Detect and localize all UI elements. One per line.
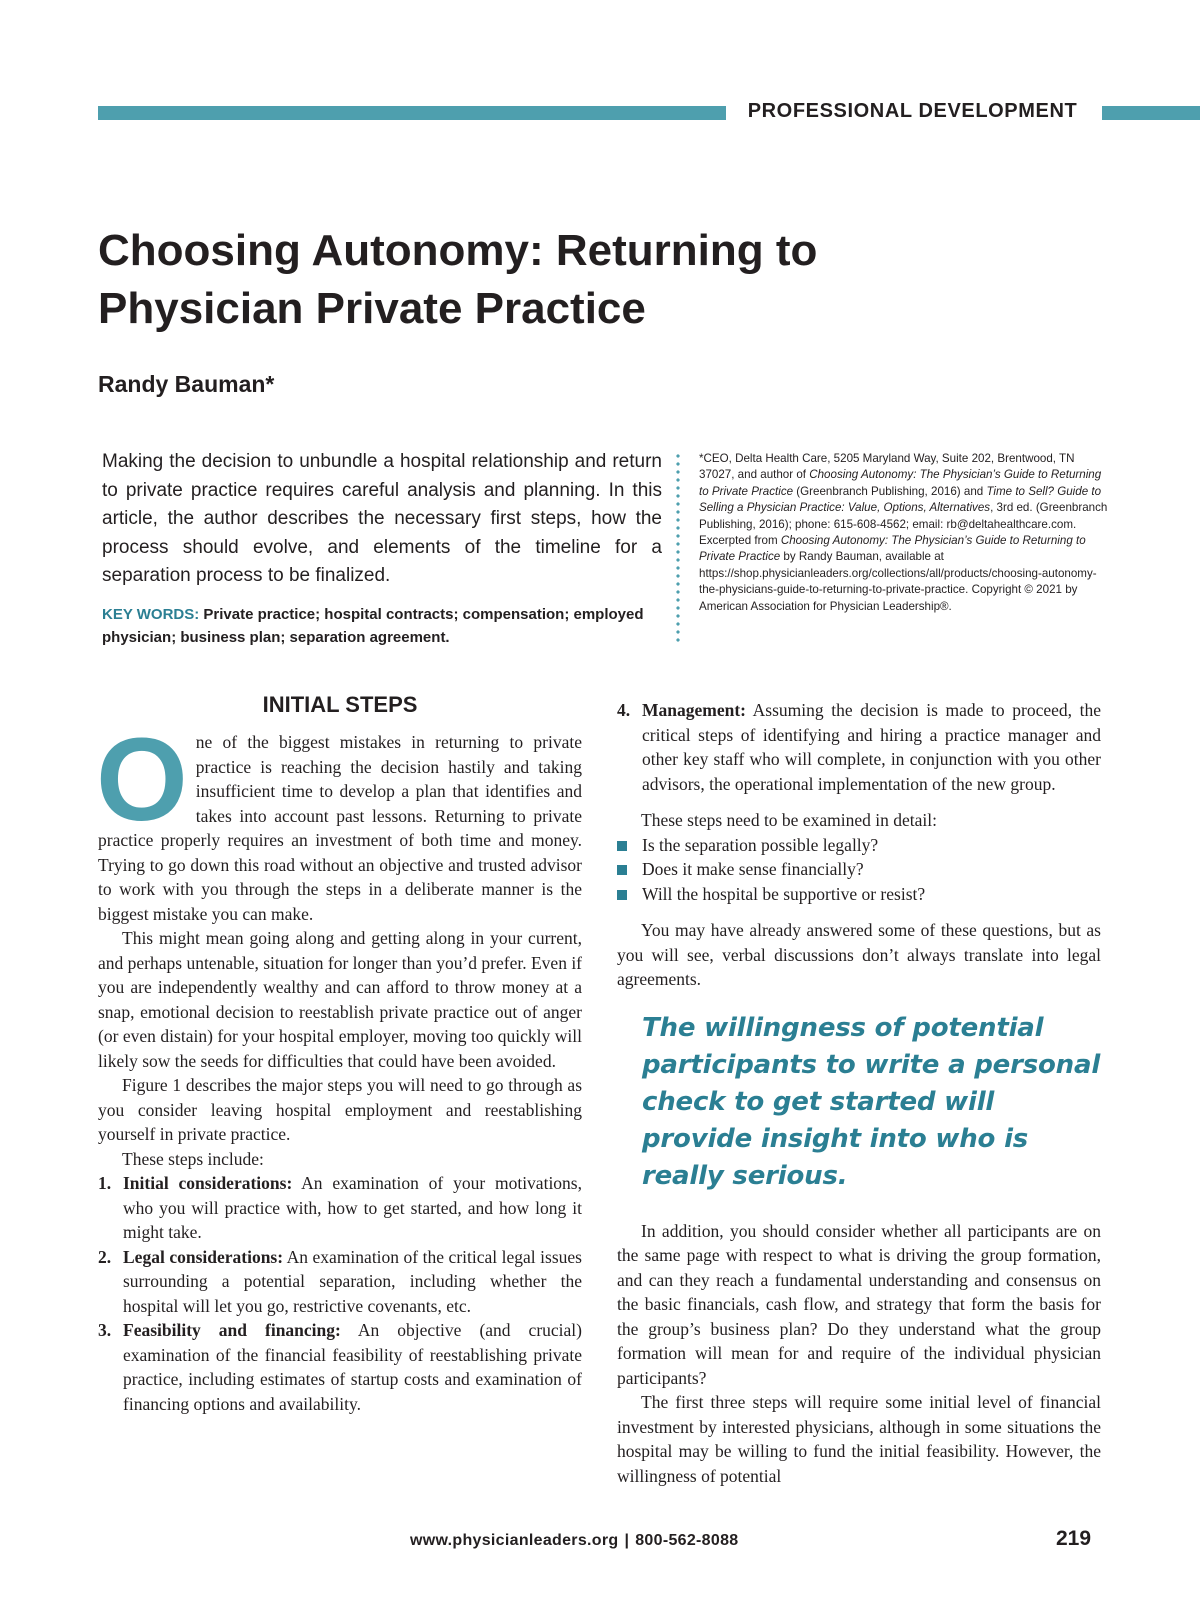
list-item-text: Does it make sense financially?	[642, 859, 864, 879]
steps-list	[98, 1171, 582, 1416]
step-item	[98, 1318, 582, 1416]
footnote-book-2: Time to Sell? Guide to Selling a Physician Practice: Value, Options, Alternatives	[699, 484, 1102, 515]
keywords-label: KEY WORDS:	[102, 606, 200, 623]
step-item	[98, 1171, 582, 1245]
footnote-book-3: Choosing Autonomy: The Physician’s Guide to Returning to Private Practice	[699, 534, 1086, 564]
step-number: 4.	[617, 700, 631, 720]
footer-phone: 800-562-8088	[635, 1532, 739, 1549]
list-item-text: Will the hospital be supportive or resist?	[642, 883, 926, 904]
section-label: PROFESSIONAL DEVELOPMENT	[747, 100, 1078, 122]
header-band-left	[98, 106, 726, 120]
step-number: 2.	[98, 1246, 112, 1267]
step-text: Assuming the decision is made to proceed, the critical steps of identifying and hiring a practice manager and other key staff who will complete, in conjunction with you other advisors, the operational implementation of the new group.	[642, 700, 1101, 794]
page-number: 219	[1056, 1527, 1092, 1550]
step-item	[617, 698, 1101, 796]
list-item	[617, 857, 1101, 882]
steps-list-continued	[617, 698, 1101, 796]
step-term: Feasibility and financing:	[123, 1320, 341, 1340]
body-paragraph: You may have already answered some of these questions, but as you will see, verbal discussions don’t always translate into legal agreements.	[617, 920, 1101, 989]
body-paragraph: These steps include:	[122, 1148, 264, 1169]
left-column	[96, 692, 583, 1416]
footnote-part-2: (Greenbranch Publishing, 2016) and	[793, 484, 987, 498]
step-text: An objective (and crucial) examination of the financial feasibility of reestablishing private practice, including estimates of startup costs and examination of financing options and availability.	[123, 1320, 582, 1414]
body-paragraph	[96, 714, 582, 926]
body-paragraph: Figure 1 describes the major steps you will need to go through as you consider leaving hospital employment and reestablishing yourself in private practice.	[98, 1075, 582, 1144]
step-term: Management:	[642, 700, 747, 720]
body-paragraph: These steps need to be examined in detail:	[641, 810, 937, 830]
list-item	[617, 882, 1101, 907]
pull-quote: The willingness of potential participants to write a personal check to get started will provide insight into who is really serious.	[642, 1012, 1101, 1191]
footnote-part-4: by Randy Bauman, available at https://shop.physicianleaders.org/collections/all/products/choosing-autonomy-the-physicians-guide-to-returning-to-private-practice. Copyright © 2021 by American Association for Physician Leadership®.	[699, 550, 1097, 613]
header-band-right	[1102, 106, 1200, 120]
keywords-text: Private practice; hospital contracts; compensation; employed physician; business plan; separation agreement.	[102, 606, 644, 646]
step-term: Legal considerations:	[123, 1246, 284, 1267]
step-item	[98, 1245, 582, 1319]
step-number: 1.	[98, 1173, 112, 1193]
bullet-square-icon	[617, 890, 627, 900]
footer-separator: |	[624, 1532, 630, 1549]
questions-list	[617, 833, 1101, 907]
article-abstract: Making the decision to unbundle a hospital relationship and return to private practice requires careful analysis and planning. In this article, the author describes the necessary first steps, how the process should evolve, and elements of the timeline for a separation process to be finalized.	[102, 451, 662, 586]
footnote-part-3: , 3rd ed. (Greenbranch Publishing, 2016); phone: 615-608-4562; email: rb@deltahealthcare.com. Excerpted from	[699, 501, 1108, 548]
paragraph-text: ne of the biggest mistakes in returning to private practice is reaching the decision hastily and taking insufficient time to develop a plan that identifies and takes into account past lessons. Returning to private practice properly requires an investment of both time and money. Trying to go down this road without an objective and trusted advisor to work with you through the steps in a deliberate manner is the biggest mistake you can make.	[98, 732, 582, 924]
step-text: An examination of your motivations, who you will practice with, how to get started, and how long it might take.	[123, 1173, 582, 1242]
article-title: Choosing Autonomy: Returning to Physician Private Practice	[98, 226, 818, 333]
drop-cap: O	[96, 714, 188, 846]
footnote-part-1: *CEO, Delta Health Care, 5205 Maryland Way, Suite 202, Brentwood, TN 37027, and author of	[699, 452, 1075, 482]
section-heading: INITIAL STEPS	[262, 692, 418, 717]
author-footnote	[699, 451, 1109, 615]
list-item	[617, 833, 1101, 858]
list-item-text: Is the separation possible legally?	[642, 834, 879, 855]
bullet-square-icon	[617, 865, 627, 875]
step-number: 3.	[98, 1320, 112, 1340]
footnote-book-1: Choosing Autonomy: The Physician’s Guide to Returning to Private Practice	[699, 468, 1102, 498]
bullet-square-icon	[617, 841, 627, 851]
footer-contact	[410, 1532, 738, 1550]
dotted-divider	[676, 452, 680, 646]
body-paragraph: This might mean going along and getting along in your current, and perhaps untenable, situation for longer than you’d prefer. Even if you are independently wealthy and can afford to throw money at a snap, emotional decision to reestablish private practice out of anger (or even distain) for your hospital employer, moving too quickly will likely sow the seeds for difficulties that could have been avoided.	[98, 928, 583, 1071]
body-paragraph: The first three steps will require some initial level of financial investment by interested physicians, although in some situations the hospital may be willing to fund the initial feasibility. However, the willingness of potential	[617, 1392, 1101, 1486]
step-term: Initial considerations:	[123, 1173, 293, 1193]
body-paragraph: In addition, you should consider whether all participants are on the same page with respect to what is driving the group formation, and can they reach a fundamental understanding and consensus on the basic financials, cash flow, and strategy that form the basis for the group’s business plan? Do they understand what the group formation will mean for and require of the individual physician participants?	[617, 1220, 1101, 1388]
article-author: Randy Bauman*	[98, 371, 275, 397]
footer-website: www.physicianleaders.org	[410, 1532, 619, 1549]
keywords	[102, 603, 662, 649]
step-text: An examination of the critical legal issues surrounding a potential separation, including whether the hospital will let you go, restrictive covenants, etc.	[123, 1246, 582, 1316]
right-column	[617, 698, 1101, 1488]
